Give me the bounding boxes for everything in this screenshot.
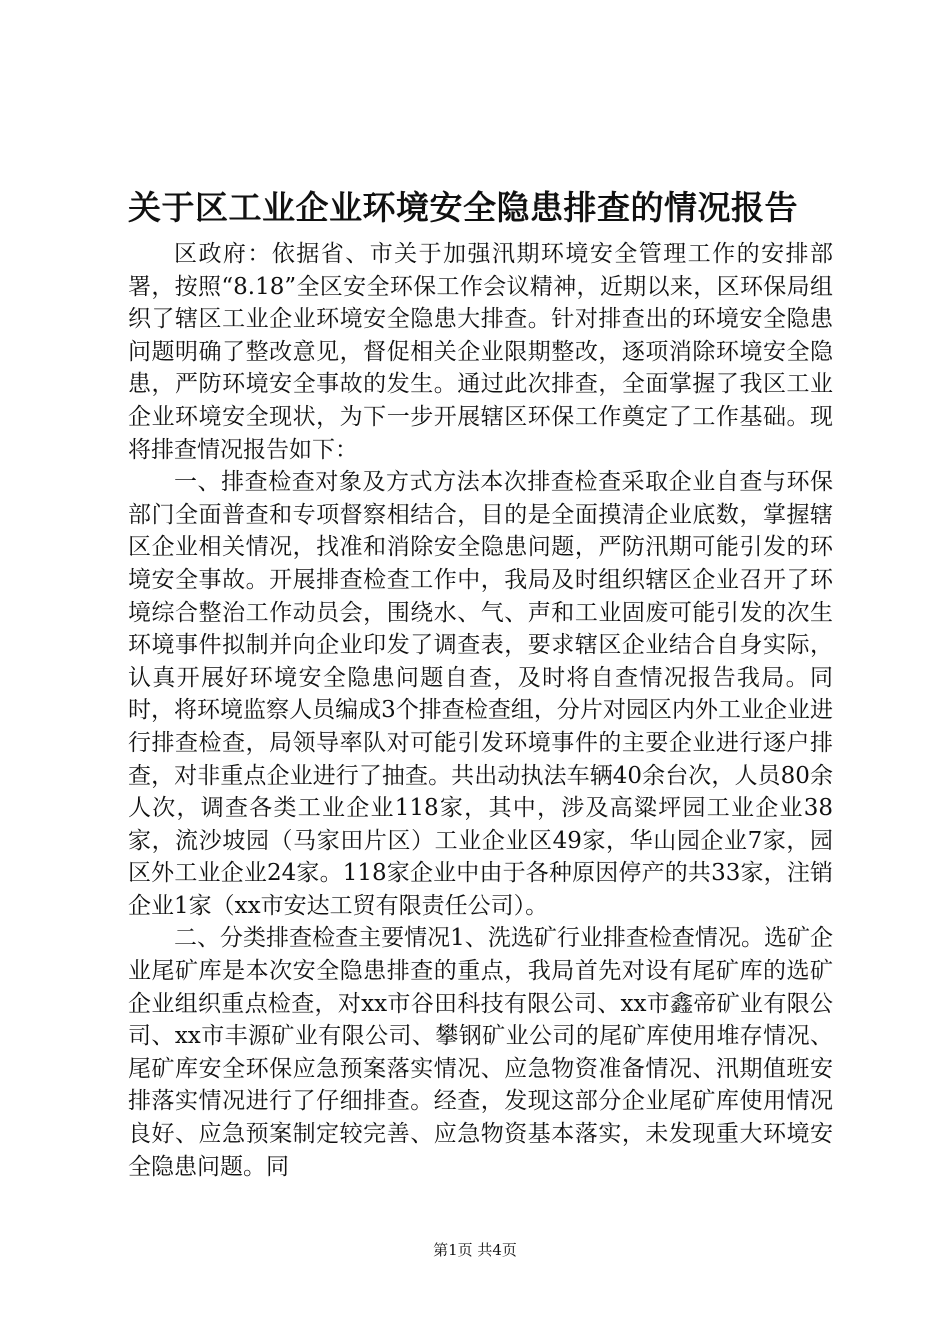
paragraph-intro: 区政府：依据省、市关于加强汛期环境安全管理工作的安排部署，按照“8.18”全区安全环保工作会议精神，近期以来，区环保局组织了辖区工业企业环境安全隐患大排查。针对排查出的环境安全隐患问题明确了整改意见，督促相关企业限期整改，逐项消除环境安全隐患，严防环境安全事故的发生。通过此次排查，全面掌握了我区工业企业环境安全现状，为下一步开展辖区环保工作奠定了工作基础。现将排查情况报告如下： <box>128 241 833 463</box>
paragraph-section-2: 二、分类排查检查主要情况1、洗选矿行业排查检查情况。选矿企业尾矿库是本次安全隐患排查的重点，我局首先对设有尾矿库的选矿企业组织重点检查，对xx市谷田科技有限公司、xx市鑫帝矿业有限公司、xx市丰源矿业有限公司、攀钢矿业公司的尾矿库使用堆存情况、尾矿库安全环保应急预案落实情况、应急物资准备情况、汛期值班安排落实情况进行了仔细排查。经查，发现这部分企业尾矿库使用情况良好、应急预案制定较完善、应急物资基本落实，未发现重大环境安全隐患问题。同 <box>128 925 833 1180</box>
document-title: 关于区工业企业环境安全隐患排查的情况报告 <box>128 188 798 227</box>
paragraph-section-1: 一、排查检查对象及方式方法本次排查检查采取企业自查与环保部门全面普查和专项督察相结合，目的是全面摸清企业底数，掌握辖区企业相关情况，找准和消除安全隐患问题，严防汛期可能引发的环境安全事故。开展排查检查工作中，我局及时组织辖区企业召开了环境综合整治工作动员会，围绕水、气、声和工业固废可能引发的次生环境事件拟制并向企业印发了调查表，要求辖区企业结合自身实际，认真开展好环境安全隐患问题自查，及时将自查情况报告我局。同时，将环境监察人员编成3个排查检查组，分片对园区内外工业企业进行排查检查，局领导率队对可能引发环境事件的主要企业进行逐户排查，对非重点企业进行了抽查。共出动执法车辆40余台次，人员80余人次，调查各类工业企业118家，其中，涉及高粱坪园工业企业38家，流沙坡园（马家田片区）工业企业区49家，华山园企业7家，园区外工业企业24家。118家企业中由于各种原因停产的共33家，注销企业1家（xx市安达工贸有限责任公司）。 <box>128 469 833 919</box>
document-body <box>128 238 833 1183</box>
page-number-footer: 第1页 共4页 <box>433 1241 517 1259</box>
